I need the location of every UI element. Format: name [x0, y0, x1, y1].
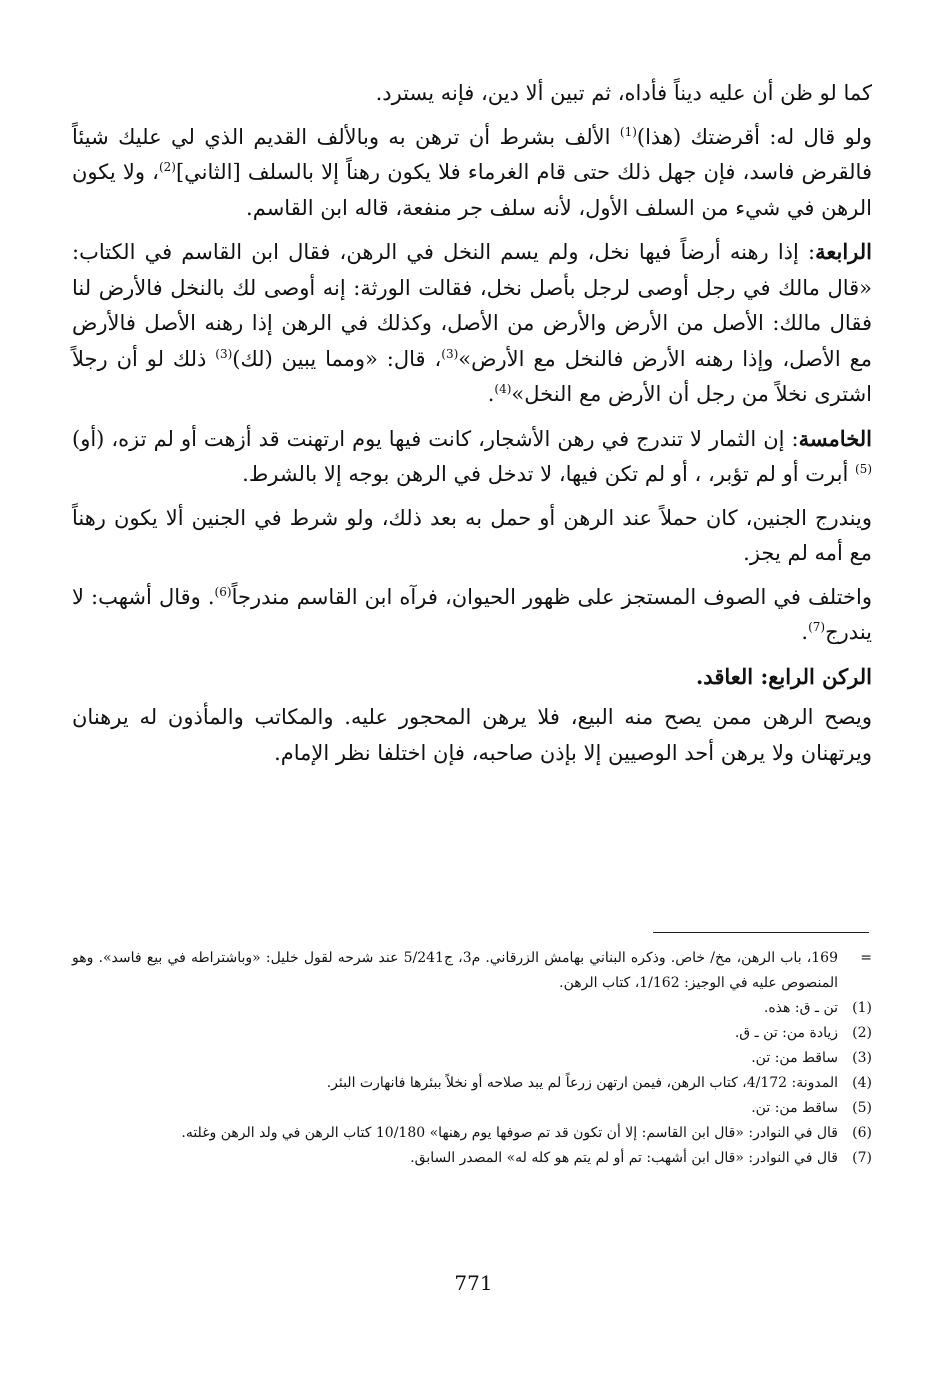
paragraph-text: ويصح الرهن ممن يصح منه البيع، فلا يرهن المحجور عليه. والمكاتب والمأذون له يرهنان ويرتهنان ولا يرهن أحد الوصيين إلا بإذن صاحبه، فإن اختلفا نظر الإمام. [72, 705, 872, 765]
paragraph-text: واختلف في الصوف المستجز على ظهور الحيوان، فرآه ابن القاسم مندرجاً [231, 584, 873, 609]
paragraph-text: : إن الثمار لا تندرج في رهن الأشجار، كانت فيها يوم ارتهنت قد أزهت أو لم تزه، (أو) [72, 426, 799, 451]
paragraph-7 [72, 700, 872, 771]
footnote-ref: (1) [619, 124, 637, 139]
footnote-number: (2) [852, 1025, 872, 1041]
footnote-number: (3) [852, 1050, 872, 1066]
footnote-item [72, 1021, 872, 1046]
footnote-text: 169، باب الرهن، مخ/ خاص. وذكره البناني بهامش الزرقاني. م3، ج5/241 عند شرحه لقول خليل: «وباشتراطه في بيع فاسد». وهو المنصوص عليه في الوجيز: 1/162، كتاب الرهن. [72, 950, 838, 991]
paragraph-6 [72, 580, 872, 651]
paragraph-text: ، قال: «ومما يبين (لك) [232, 346, 442, 371]
footnotes [72, 946, 872, 1171]
page-number: 771 [454, 1271, 493, 1295]
paragraph-text: كما لو ظن أن عليه ديناً فأداه، ثم تبين ألا دين، فإنه يسترد. [375, 81, 872, 105]
paragraph-text: ويندرج الجنين، كان حملاً عند الرهن أو حمل به بعد ذلك، ولو شرط في الجنين ألا يكون رهناً مع أمه لم يجز. [72, 505, 872, 565]
footnote-text: ساقط من: تن. [751, 1100, 838, 1116]
footnote-ref: (3) [441, 346, 459, 361]
paragraph-text: ذلك لو أن رجلاً اشترى نخلاً من رجل أن الأرض مع النخل» [72, 346, 872, 406]
footnote-ref: (7) [808, 620, 826, 634]
footnote-ref: (4) [494, 382, 512, 396]
footnote-ref: (6) [214, 584, 232, 599]
main-text [72, 76, 872, 779]
footnote-ref: (2) [158, 160, 176, 174]
footnote-text: المدونة: 4/172، كتاب الرهن، فيمن ارتهن زرعاً لم يبد صلاحه أو نخلاً ببئرها فانهارت البئر. [326, 1075, 838, 1091]
footnote-text: تن ـ ق: هذه. [763, 1000, 838, 1016]
footnote-item [72, 996, 872, 1021]
paragraph-4 [72, 421, 872, 493]
paragraph-text: الألف بشرط أن ترهن به وبالألف القديم الذي لي عليك شيئاً فالقرض فاسد، فإن جهل ذلك حتى قام الغرماء فلا يكون رهناً إلا بالسلف [الثاني] [72, 124, 872, 184]
footnote-divider [653, 932, 869, 933]
section-heading: الركن الرابع: العاقد. [696, 663, 872, 689]
footnote-text: قال في النوادر: «قال ابن القاسم: إلا أن تكون قد تم صوفها يوم رهنها» 10/180 كتاب الرهن في ولد الرهن وغلته. [181, 1125, 838, 1141]
footnote-number: (1) [852, 1000, 872, 1016]
section-lead: الرابعة [815, 239, 872, 264]
paragraph-text: . [801, 620, 809, 644]
footnote-item [72, 1121, 872, 1146]
footnote-item [72, 1071, 872, 1096]
footnote-item [72, 1146, 872, 1171]
paragraph-5 [72, 501, 872, 572]
footnote-ref: (3) [215, 346, 233, 361]
footnote-number: (4) [852, 1075, 872, 1091]
paragraph-text: . وقال أشهب: لا يندرج [72, 584, 872, 644]
footnote-text: ساقط من: تن. [751, 1050, 838, 1066]
continuation-mark: = [860, 950, 872, 966]
paragraph-2 [72, 120, 872, 227]
footnote-item [72, 1046, 872, 1071]
footnote-text: قال في النوادر: «قال ابن أشهب: تم أو لم يتم هو كله له» المصدر السابق. [410, 1150, 838, 1166]
paragraph-text: ولو قال له: أقرضتك (هذا) [636, 124, 872, 149]
section-lead: الخامسة [798, 425, 872, 451]
paragraph-text: : إذا رهنه أرضاً فيها نخل، ولم يسم النخل في الرهن، فقال ابن القاسم في الكتاب: «قال مالك في رجل أوصى لرجل بأصل نخل، فقالت الورثة: إنه أوصى لك بالنخل فالأرض لنا فقال مالك: الأصل من الأرض والأرض من الأصل، وكذلك في الرهن إذا رهنه الأصل فالأرض مع الأصل، وإذا رهنه الأرض فالنخل مع الأرض» [72, 240, 872, 371]
paragraph-text: . [487, 382, 495, 406]
footnote-text: زيادة من: تن ـ ق. [734, 1025, 838, 1041]
footnote-item [72, 1096, 872, 1121]
footnote-number: (7) [852, 1150, 872, 1166]
footnote-number: (5) [852, 1100, 872, 1116]
paragraph-1 [72, 76, 872, 112]
footnote-ref: (5) [854, 462, 872, 476]
footnote-continuation [72, 946, 872, 996]
paragraph-text: أبرت أو لم تؤبر، ، أو لم تكن فيها، لا تدخل في الرهن بوجه إلا بالشرط. [242, 462, 855, 486]
footnote-number: (6) [852, 1125, 872, 1141]
paragraph-3 [72, 234, 872, 413]
paragraph-text: ، ولا يكون الرهن في شيء من السلف الأول، لأنه سلف جر منفعة، قاله ابن القاسم. [72, 160, 872, 220]
